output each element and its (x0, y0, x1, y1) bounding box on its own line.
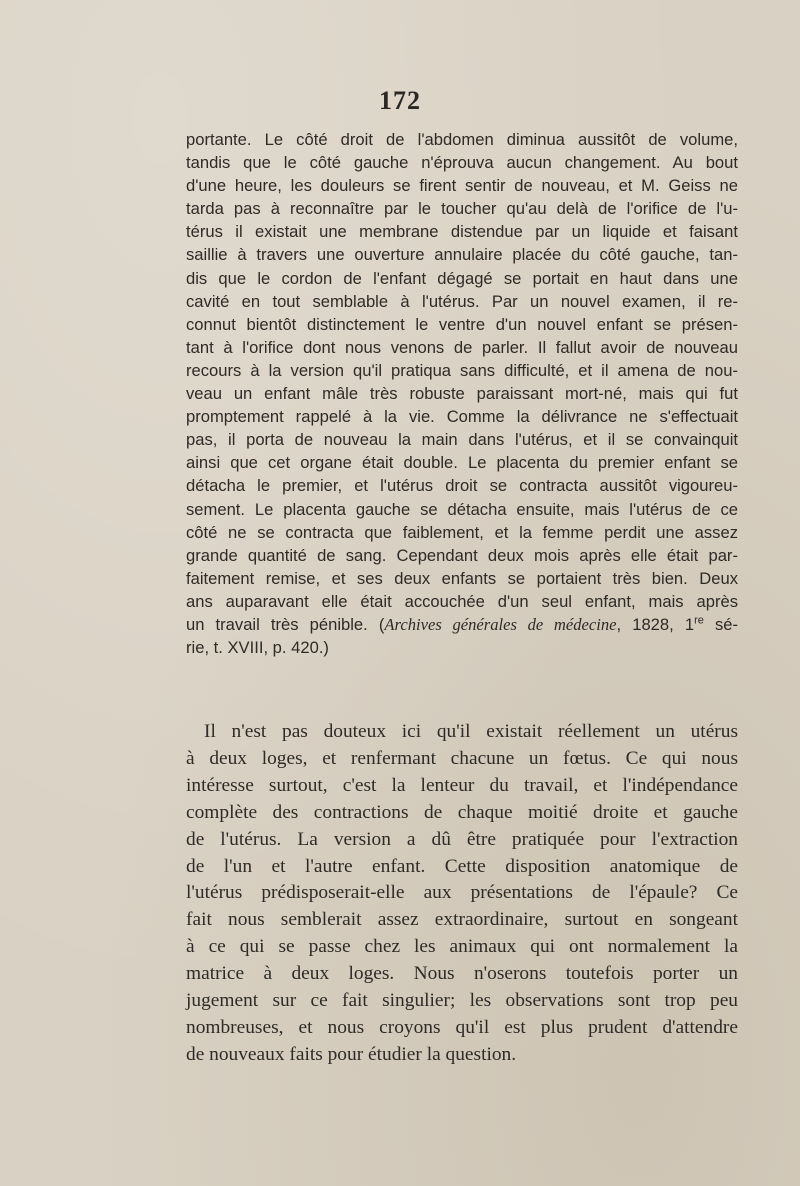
citation-prefix: un travail très pénible. ( (186, 614, 385, 634)
case-report-paragraph (186, 128, 738, 659)
text-line: intéresse surtout, c'est la lenteur du travail, et l'indépendance (186, 774, 738, 796)
text-line: complète des contractions de chaque moitié droite et gauche (186, 801, 738, 823)
text-line: cavité en tout semblable à l'utérus. Par un nouvel examen, il re- (186, 291, 738, 311)
text-line: ainsi que cet organe était double. Le placenta du premier enfant se (186, 453, 738, 473)
text-line: fait nous semblerait assez extraordinaire, surtout en songeant (186, 909, 738, 931)
text-line: grande quantité de sang. Cependant deux mois après elle était par- (186, 545, 738, 565)
text-line: sement. Le placenta gauche se détacha ensuite, mais l'utérus de ce (186, 499, 738, 519)
text-line: térus il existait une membrane distendue par un liquide et faisant (186, 222, 738, 242)
commentary-paragraph (186, 719, 738, 1069)
text-line: tant à l'orifice dont nous venons de parler. Il fallut avoir de nouveau (186, 337, 738, 357)
citation-source: Archives générales de médecine (384, 614, 617, 634)
citation-line (186, 613, 738, 636)
text-line: matrice à deux loges. Nous n'oserons toutefois porter un (186, 963, 738, 985)
text-line: tarda pas à reconnaître par le toucher qu'au delà de l'orifice de l'u- (186, 199, 738, 219)
text-line: ans auparavant elle était accouchée d'un seul enfant, mais après (186, 591, 738, 611)
text-line: l'utérus prédisposerait-elle aux présentations de l'épaule? Ce (186, 882, 738, 904)
citation-reference: rie, t. XVIII, p. 420.) (186, 638, 329, 658)
text-line: d'une heure, les douleurs se firent sentir de nouveau, et M. Geiss ne (186, 176, 738, 196)
text-line: Il n'est pas douteux ici qu'il existait réellement un utérus (204, 721, 738, 742)
text-line: veau un enfant mâle très robuste paraissant mort-né, mais qui fut (186, 384, 738, 404)
text-line: détacha le premier, et l'utérus droit se contracta aussitôt vigoureu- (186, 476, 738, 496)
citation-superscript: re (694, 614, 704, 627)
text-line: portante. Le côté droit de l'abdomen diminua aussitôt de volume, (186, 130, 738, 149)
text-line: de nouveaux faits pour étudier la question. (186, 1043, 517, 1065)
text-line: à deux loges, et renfermant chacune un fœtus. Ce qui nous (186, 747, 738, 769)
citation-year: , 1828, 1 (616, 614, 695, 634)
text-line: de l'un et l'autre enfant. Cette disposition anatomique de (186, 855, 738, 877)
text-line: côté ne se contracta que faiblement, et la femme perdit une assez (186, 522, 738, 542)
text-line: à ce qui se passe chez les animaux qui ont normalement la (186, 936, 738, 958)
text-line: nombreuses, et nous croyons qu'il est plus prudent d'attendre (186, 1016, 738, 1038)
text-line: tandis que le côté gauche n'éprouva aucun changement. Au bout (186, 153, 738, 173)
text-line: connut bientôt distinctement le ventre d'un nouvel enfant se présen- (186, 314, 738, 334)
text-line: de l'utérus. La version a dû être pratiquée pour l'extraction (186, 828, 738, 850)
text-line: pas, il porta de nouveau la main dans l'utérus, et il se convainquit (186, 430, 738, 450)
text-line: faitement remise, et ses deux enfants se portaient très bien. Deux (186, 568, 738, 588)
text-line: recours à la version qu'il pratiqua sans difficulté, et il amena de nou- (186, 360, 738, 380)
text-line: promptement rappelé à la vie. Comme la délivrance ne s'effectuait (186, 407, 738, 427)
page-number: 172 (379, 86, 421, 115)
text-line: jugement sur ce fait singulier; les observations sont trop peu (186, 990, 738, 1012)
citation-series: sé- (703, 614, 738, 634)
text-line: dis que le cordon de l'enfant dégagé se portait en haut dans une (186, 268, 738, 288)
text-line: saillie à travers une ouverture annulaire placée du côté gauche, tan- (186, 245, 738, 265)
